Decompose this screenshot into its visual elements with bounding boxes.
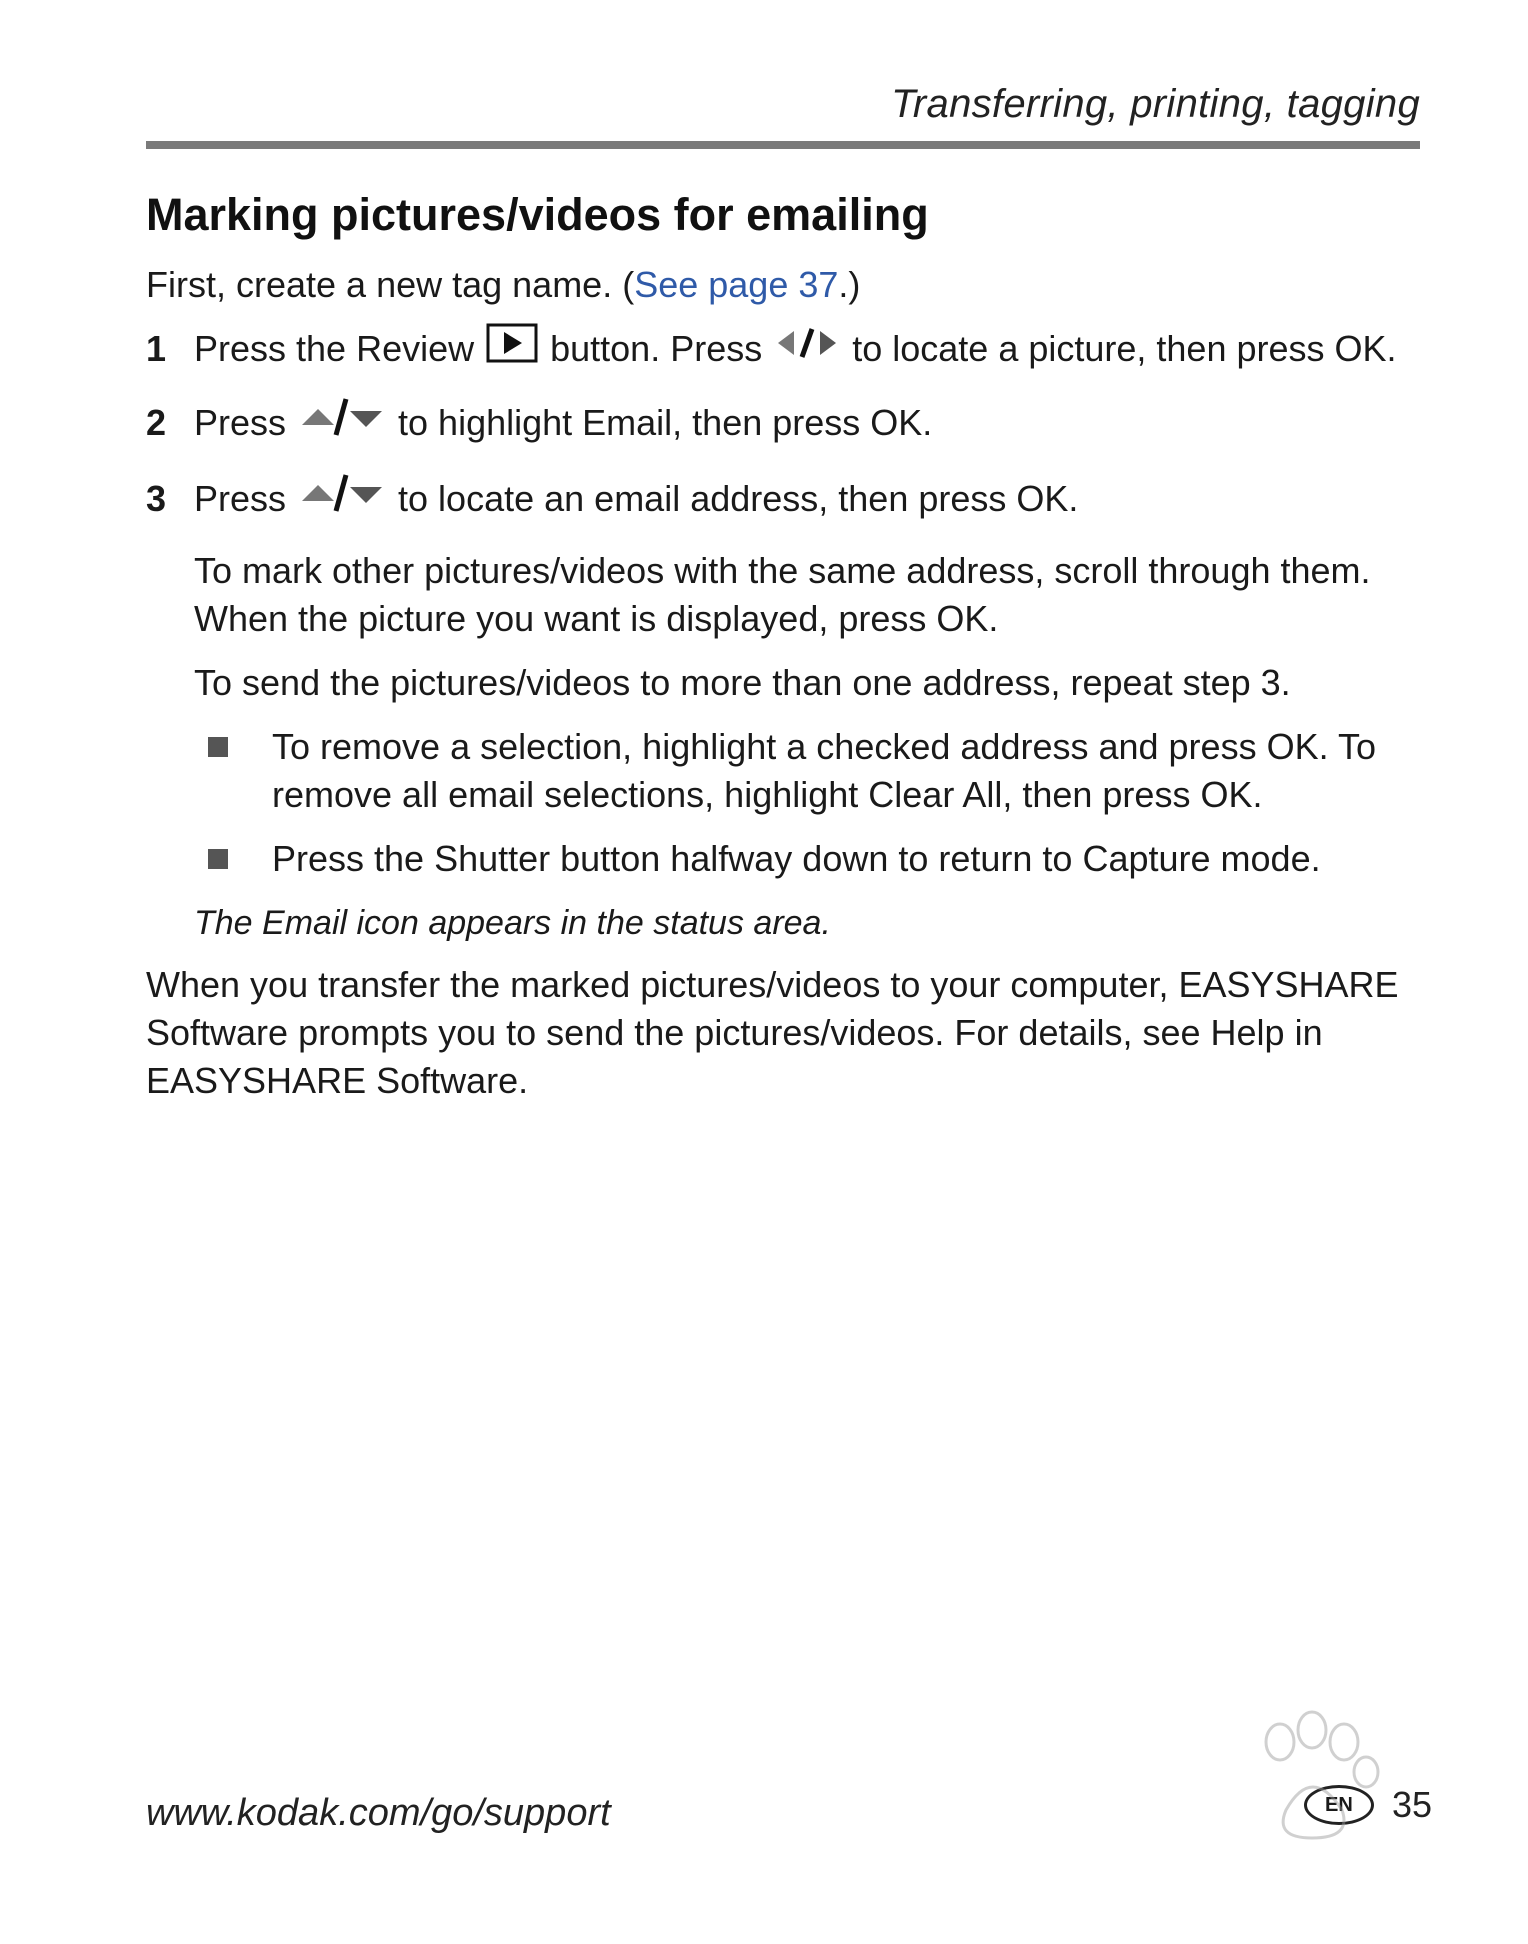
bullet-text: To remove a selection, highlight a checked address and press OK. To remove all email selections, highlight Clear All, then press OK. bbox=[272, 726, 1376, 815]
bullet-item bbox=[208, 723, 1420, 819]
up-down-arrows-icon bbox=[298, 471, 386, 527]
step-text-part: to highlight Email, then press OK. bbox=[398, 402, 933, 443]
step-text-part: button. Press bbox=[550, 328, 763, 369]
step-number: 3 bbox=[146, 478, 167, 519]
bullet-square-icon bbox=[208, 723, 272, 819]
section-title: Transferring, printing, tagging bbox=[891, 82, 1420, 126]
step-text-part: to locate an email address, then press OK. bbox=[398, 478, 1079, 519]
step-text bbox=[194, 323, 1397, 375]
page-title: Marking pictures/videos for emailing bbox=[146, 189, 929, 240]
status-note: The Email icon appears in the status area. bbox=[194, 904, 831, 942]
step-number: 1 bbox=[146, 328, 167, 369]
bullet-text: Press the Shutter button halfway down to return to Capture mode. bbox=[272, 838, 1321, 879]
sub-paragraph: To mark other pictures/videos with the same address, scroll through them. When the picture you want is displayed, press OK. bbox=[194, 550, 1371, 639]
page-content bbox=[146, 185, 1420, 1105]
sub-paragraph: To send the pictures/videos to more than one address, repeat step 3. bbox=[194, 662, 1291, 703]
step-number: 2 bbox=[146, 402, 167, 443]
see-page-link[interactable]: See page 37 bbox=[634, 264, 839, 305]
intro-paragraph bbox=[146, 261, 1420, 309]
step-text bbox=[194, 471, 1078, 527]
review-play-icon bbox=[486, 323, 538, 375]
bullet-square-icon bbox=[208, 835, 272, 883]
step-3 bbox=[146, 471, 1420, 527]
step-text-part: Press bbox=[194, 478, 287, 519]
step-text-part: Press the Review bbox=[194, 328, 475, 369]
step-1 bbox=[146, 323, 1420, 375]
step-text-part: Press bbox=[194, 402, 287, 443]
bullet-item bbox=[208, 835, 1420, 883]
header-divider bbox=[146, 141, 1420, 149]
intro-text-before: First, create a new tag name. ( bbox=[146, 264, 635, 305]
up-down-arrows-icon bbox=[298, 395, 386, 451]
left-right-arrows-icon bbox=[774, 323, 840, 375]
watermark-paw-icon bbox=[1090, 1700, 1430, 1905]
page-number: 35 bbox=[1391, 1784, 1432, 1825]
language-badge: EN bbox=[1304, 1785, 1374, 1825]
step-2 bbox=[146, 395, 1420, 451]
support-url[interactable]: www.kodak.com/go/support bbox=[146, 1792, 611, 1834]
closing-paragraph: When you transfer the marked pictures/videos to your computer, EASYSHARE Software prompts you to send the pictures/videos. For details, see Help in EASYSHARE Software. bbox=[146, 964, 1399, 1101]
intro-text-after: .) bbox=[838, 264, 861, 305]
step-text bbox=[194, 395, 932, 451]
step-text-part: to locate a picture, then press OK. bbox=[852, 328, 1397, 369]
